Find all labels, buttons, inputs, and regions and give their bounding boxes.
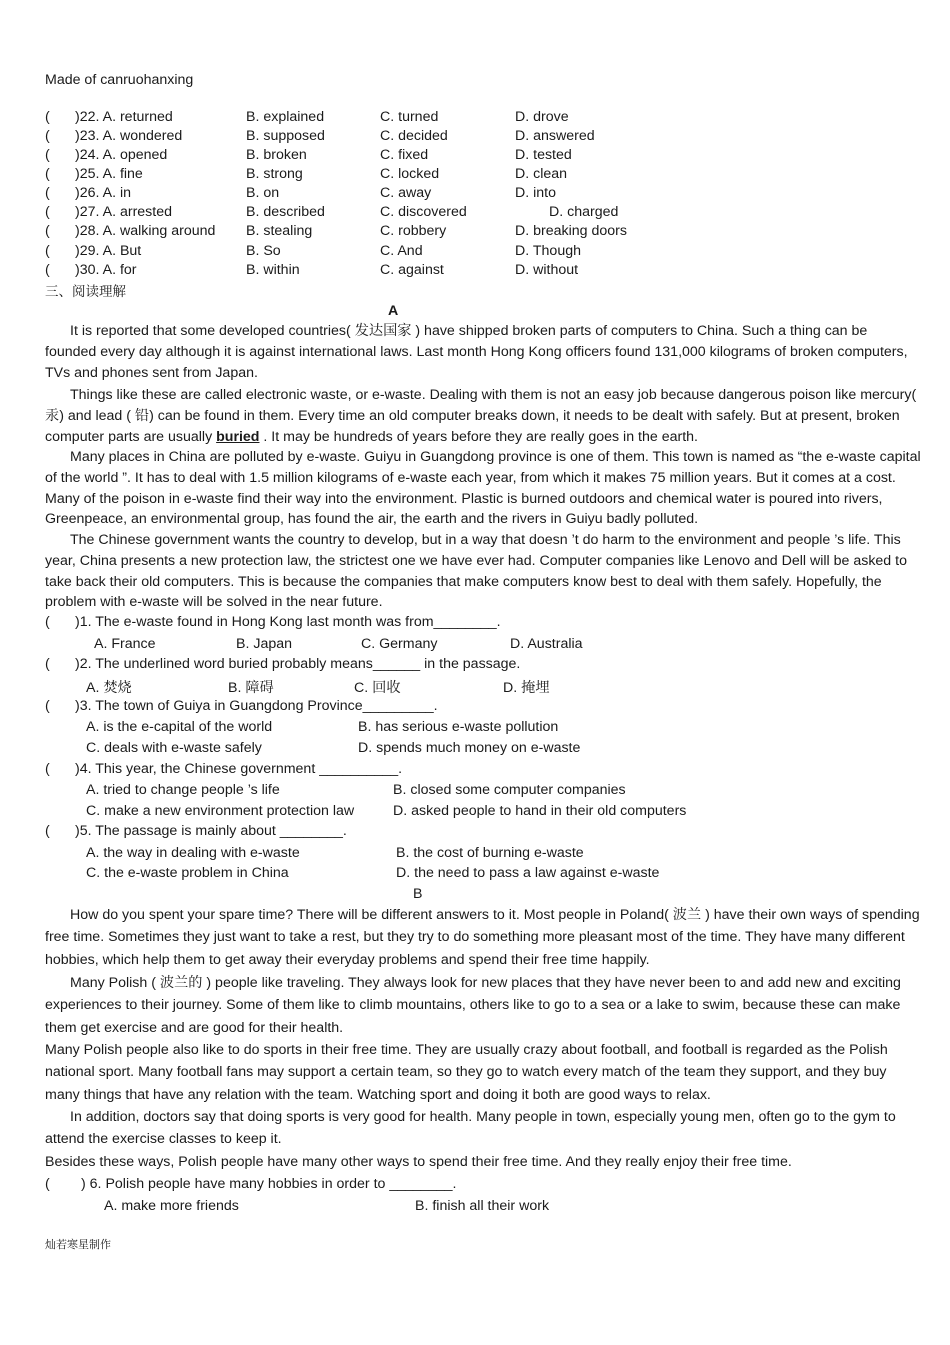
passage-a-paragraph: Things like these are called electronic waste, or e-waste. Dealing with them is not an easy job because dangerous poison like mercury( 汞) and lead ( 铅) can be found in them. Every time an old computer breaks down, it needs to be dealt with safely. But at present, broken computer parts are usually buried . It may be hundreds of years before they are really goes in the earth.: [45, 387, 917, 445]
option-c: C. turned: [380, 109, 439, 125]
question-1-option-a: A. France: [94, 636, 156, 652]
option-b: B. strong: [246, 166, 303, 182]
passage-b-paragraph: How do you spent your spare time? There will be different answers to it. Most people in Poland( 波兰 ) have their own ways of spending free time. Sometimes they just want to take a rest, but they try to do something more pleasant most of the time. They have many different hobbies, which help them to get away their everyday problems and spend their free time happily.: [45, 907, 920, 968]
option-a: )24. A. opened: [75, 147, 168, 163]
answer-paren: (: [45, 223, 50, 239]
option-c: C. And: [380, 243, 423, 259]
option-d: D. answered: [515, 128, 595, 144]
option-d: D. charged: [549, 204, 619, 220]
option-c: C. away: [380, 185, 432, 201]
option-b: B. within: [246, 262, 300, 278]
option-a: )28. A. walking around: [75, 223, 216, 239]
question-2-option-d: D. 掩埋: [503, 680, 550, 696]
option-c: C. locked: [380, 166, 440, 182]
option-b: B. broken: [246, 147, 307, 163]
answer-paren: (: [45, 147, 50, 163]
question-5-option-a: A. the way in dealing with e-waste: [86, 845, 300, 861]
option-b: B. described: [246, 204, 325, 220]
option-b: B. So: [246, 243, 281, 259]
passage-b-paragraph: Many Polish ( 波兰的 ) people like traveling. They always look for new places that they have never been to and add new and exciting experiences to their journey. Some of them like to climb mountains, others like to go to a sea or a lake to swim, because these can make them get exercise and are good for their health.: [45, 975, 901, 1036]
passage-a-title: A: [388, 303, 399, 319]
question-5-option-d: D. the need to pass a law against e-waste: [396, 865, 660, 881]
question-4-option-a: A. tried to change people ’s life: [86, 782, 280, 798]
option-c: C. decided: [380, 128, 448, 144]
passage-b-paragraph: Besides these ways, Polish people have many other ways to spend their free time. And they really enjoy their free time.: [45, 1154, 792, 1170]
answer-paren: (: [45, 243, 50, 259]
passage-b-title: B: [413, 886, 423, 902]
option-a: )27. A. arrested: [75, 204, 172, 220]
option-a: )26. A. in: [75, 185, 131, 201]
option-d: D. without: [515, 262, 579, 278]
option-a: )30. A. for: [75, 262, 137, 278]
passage-a-paragraph: The Chinese government wants the country to develop, but in a way that doesn ’t do harm to the environment and people ’s life. This year, China presents a new protection law, the strictest one we have ever had. Computer companies like Lenovo and Dell will be asked to take back their old computers. This is because the companies that make computers know best to deal with them safely. Hopefully, the problem with e-waste will be solved in the near future.: [45, 532, 907, 611]
question-3-option-d: D. spends much money on e-waste: [358, 740, 581, 756]
question-2-option-b: B. 障碍: [228, 680, 274, 696]
option-d: D. clean: [515, 166, 568, 182]
section-title: 三、阅读理解: [45, 284, 126, 300]
option-c: C. discovered: [380, 204, 467, 220]
question-4-option-b: B. closed some computer companies: [393, 782, 626, 798]
option-d: D. Though: [515, 243, 581, 259]
option-d: D. tested: [515, 147, 572, 163]
passage-a-paragraph: It is reported that some developed countries( 发达国家 ) have shipped broken parts of computers to China. Such a thing can be founded every day although it is against international laws. Last month Hong Kong officers found 131,000 kilograms of broken computers, TVs and phones sent from Japan.: [45, 323, 908, 381]
question-1-option-d: D. Australia: [510, 636, 583, 652]
passage-b-paragraph: In addition, doctors say that doing sports is very good for health. Many people in town, especially young men, often go to the gym to attend the exercise classes to keep it.: [45, 1109, 896, 1148]
question-3-option-a: A. is the e-capital of the world: [86, 719, 273, 735]
question-6-option-a: A. make more friends: [104, 1198, 239, 1214]
question-1-option-c: C. Germany: [361, 636, 438, 652]
document-page: Made of canruohanxing ( )22. A. returned B. explained C. turned D. drove ( )23. A. wondered B. supposed C. decided D. answered ( )24. A. opened B. broken C. fixed D. tested ( )25. A. fine B. strong C. locked D. clean ( )26. A. in B. on C. away D. into ( )27. A. arrested B. described C. discovered D. charged ( )28. A. walking around B. stealing C. robbery D. breaking doors ( )29. A. But B. So C. And D. Though ( )30. A. for B. within C. against D. without 三、阅读理解 A It is reported that some developed countries( 发达国家 ) have shipped broken parts of computers to China. Such a thing can be founded every day although it is against international laws. Last month Hong Kong officers found 131,000 kilograms of broken computers, TVs and phones sent from Japan. Things like these are called electronic waste, or e-waste. Dealing with them is not an easy job because dangerous poison like mercury( 汞) and lead ( 铅) can be found in them. Every time an old computer breaks down, it needs to be dealt with safely. But at present, broken computer parts are usually buried . It may be hundreds of years before they are really goes in the earth. Many places in China are polluted by e-waste. Guiyu in Guangdong province is one of them. This town is named as “the e-waste capital of the world ”. It has to deal with 1.5 million kilograms of e-waste each year, from which it makes 75 million years. But it comes at a cost. Many of the poison in e-waste find their way into the environment. Plastic is burned outdoors and chemical water is poured into rivers, Greenpeace, an environmental group, has found the air, the earth and the rivers in Guiyu badly polluted. The Chinese government wants the country to develop, but in a way that doesn ’t do harm to the environment and people ’s life. This year, China presents a new protection law, the strictest one we have ever had. Computer companies like Lenovo and Dell will be asked to take back their old computers. This is because the companies that make computers know best to deal with them safely. Hopefully, the problem with e-waste will be solved in the near future. ( )1. The e-waste found in Hong Kong last month was from________. A. France B. Japan C. Germany D. Australia ( )2. The underlined word buried probably means______ in the passage. A. 焚烧 B. 障碍 C. 回收 D. 掩埋 ( )3. The town of Guiya in Guangdong Province_________. A. is the e-capital of the world B. has serious e-waste pollution C. deals with e-waste safely D. spends much money on e-waste ( )4. This year, the Chinese government __________. A. tried to change people ’s life B. closed some computer companies C. make a new environment protection law D. asked people to hand in their old computers ( )5. The passage is mainly about ________. A. the way in dealing with e-waste B. the cost of burning e-waste C. the e-waste problem in China D. the need to pass a law against e-waste B How do you spent your spare time? There will be different answers to it. Most people in Poland( 波兰 ) have their own ways of spending free time. Sometimes they just want to take a rest, but they try to do something more pleasant most of the time. They have many different hobbies, which help them to get away their everyday problems and spend their free time happily. Many Polish ( 波兰的 ) people like traveling. They always look for new places that they have never been to and add new and exciting experiences to their journey. Some of them like to climb mountains, others like to go to a sea or a lake to swim, because these can make them get exercise and are good for their health. Many Polish people also like to do sports in their free time. They are usually crazy about football, and football is regarded as the Polish national sport. Many football fans may support a certain team, so they go to watch every match of the team they support, and they buy many things that have any relation with the team. Watching sport and doing it both are good ways to relax. In addition, doctors say that doing sports is very good for health. Many people in town, especially young men, often go to the gym to attend the exercise classes to keep it. Besides these ways, Polish people have many other ways to spend their free time. And they really enjoy their free time. ( ) 6. Polish people have many hobbies in order to ________. A. make more friends B. finish all their work 灿若寒星制作: [45, 72, 921, 1251]
question-1-option-b: B. Japan: [236, 636, 293, 652]
question-6-option-b: B. finish all their work: [415, 1198, 550, 1214]
underlined-word: buried: [216, 428, 260, 445]
page-header: Made of canruohanxing: [45, 72, 194, 88]
option-d: D. breaking doors: [515, 223, 627, 239]
question-3-option-c: C. deals with e-waste safely: [86, 740, 262, 756]
option-d: D. into: [515, 185, 557, 201]
passage-a-paragraph: Many places in China are polluted by e-waste. Guiyu in Guangdong province is one of them. This town is named as “the e-waste capital of the world ”. It has to deal with 1.5 million kilograms of e-waste each year, from which it makes 75 million years. But it comes at a cost. Many of the poison in e-waste find their way into the environment. Plastic is burned outdoors and chemical water is poured into rivers, Greenpeace, an environmental group, has found the air, the earth and the rivers in Guiyu badly polluted.: [45, 449, 921, 528]
option-b: B. on: [246, 185, 280, 201]
question-5-option-c: C. the e-waste problem in China: [86, 865, 289, 881]
option-c: C. against: [380, 262, 444, 278]
option-b: B. stealing: [246, 223, 313, 239]
option-c: C. robbery: [380, 223, 447, 239]
answer-paren: (: [45, 166, 50, 182]
passage-b-paragraph: Many Polish people also like to do sports in their free time. They are usually crazy about football, and football is regarded as the Polish national sport. Many football fans may support a certain team, so they go to watch every match of the team they support, and they buy many things that have any relation with the team. Watching sport and doing it both are good ways to relax.: [45, 1042, 888, 1103]
option-b: B. supposed: [246, 128, 325, 144]
answer-paren: (: [45, 262, 50, 278]
question-2-option-a: A. 焚烧: [86, 680, 132, 696]
question-5-option-b: B. the cost of burning e-waste: [396, 845, 584, 861]
question-4-option-c: C. make a new environment protection law: [86, 803, 355, 819]
option-a: )22. A. returned: [75, 109, 173, 125]
question-2-option-c: C. 回收: [354, 680, 401, 696]
answer-paren: (: [45, 109, 50, 125]
answer-paren: (: [45, 204, 50, 220]
answer-paren: (: [45, 185, 50, 201]
option-a: )29. A. But: [75, 243, 142, 259]
option-a: )23. A. wondered: [75, 128, 183, 144]
question-3-option-b: B. has serious e-waste pollution: [358, 719, 559, 735]
question-4-option-d: D. asked people to hand in their old computers: [393, 803, 687, 819]
option-a: )25. A. fine: [75, 166, 143, 182]
page-footer: 灿若寒星制作: [45, 1238, 111, 1251]
answer-paren: (: [45, 128, 50, 144]
option-d: D. drove: [515, 109, 569, 125]
option-b: B. explained: [246, 109, 325, 125]
option-c: C. fixed: [380, 147, 429, 163]
